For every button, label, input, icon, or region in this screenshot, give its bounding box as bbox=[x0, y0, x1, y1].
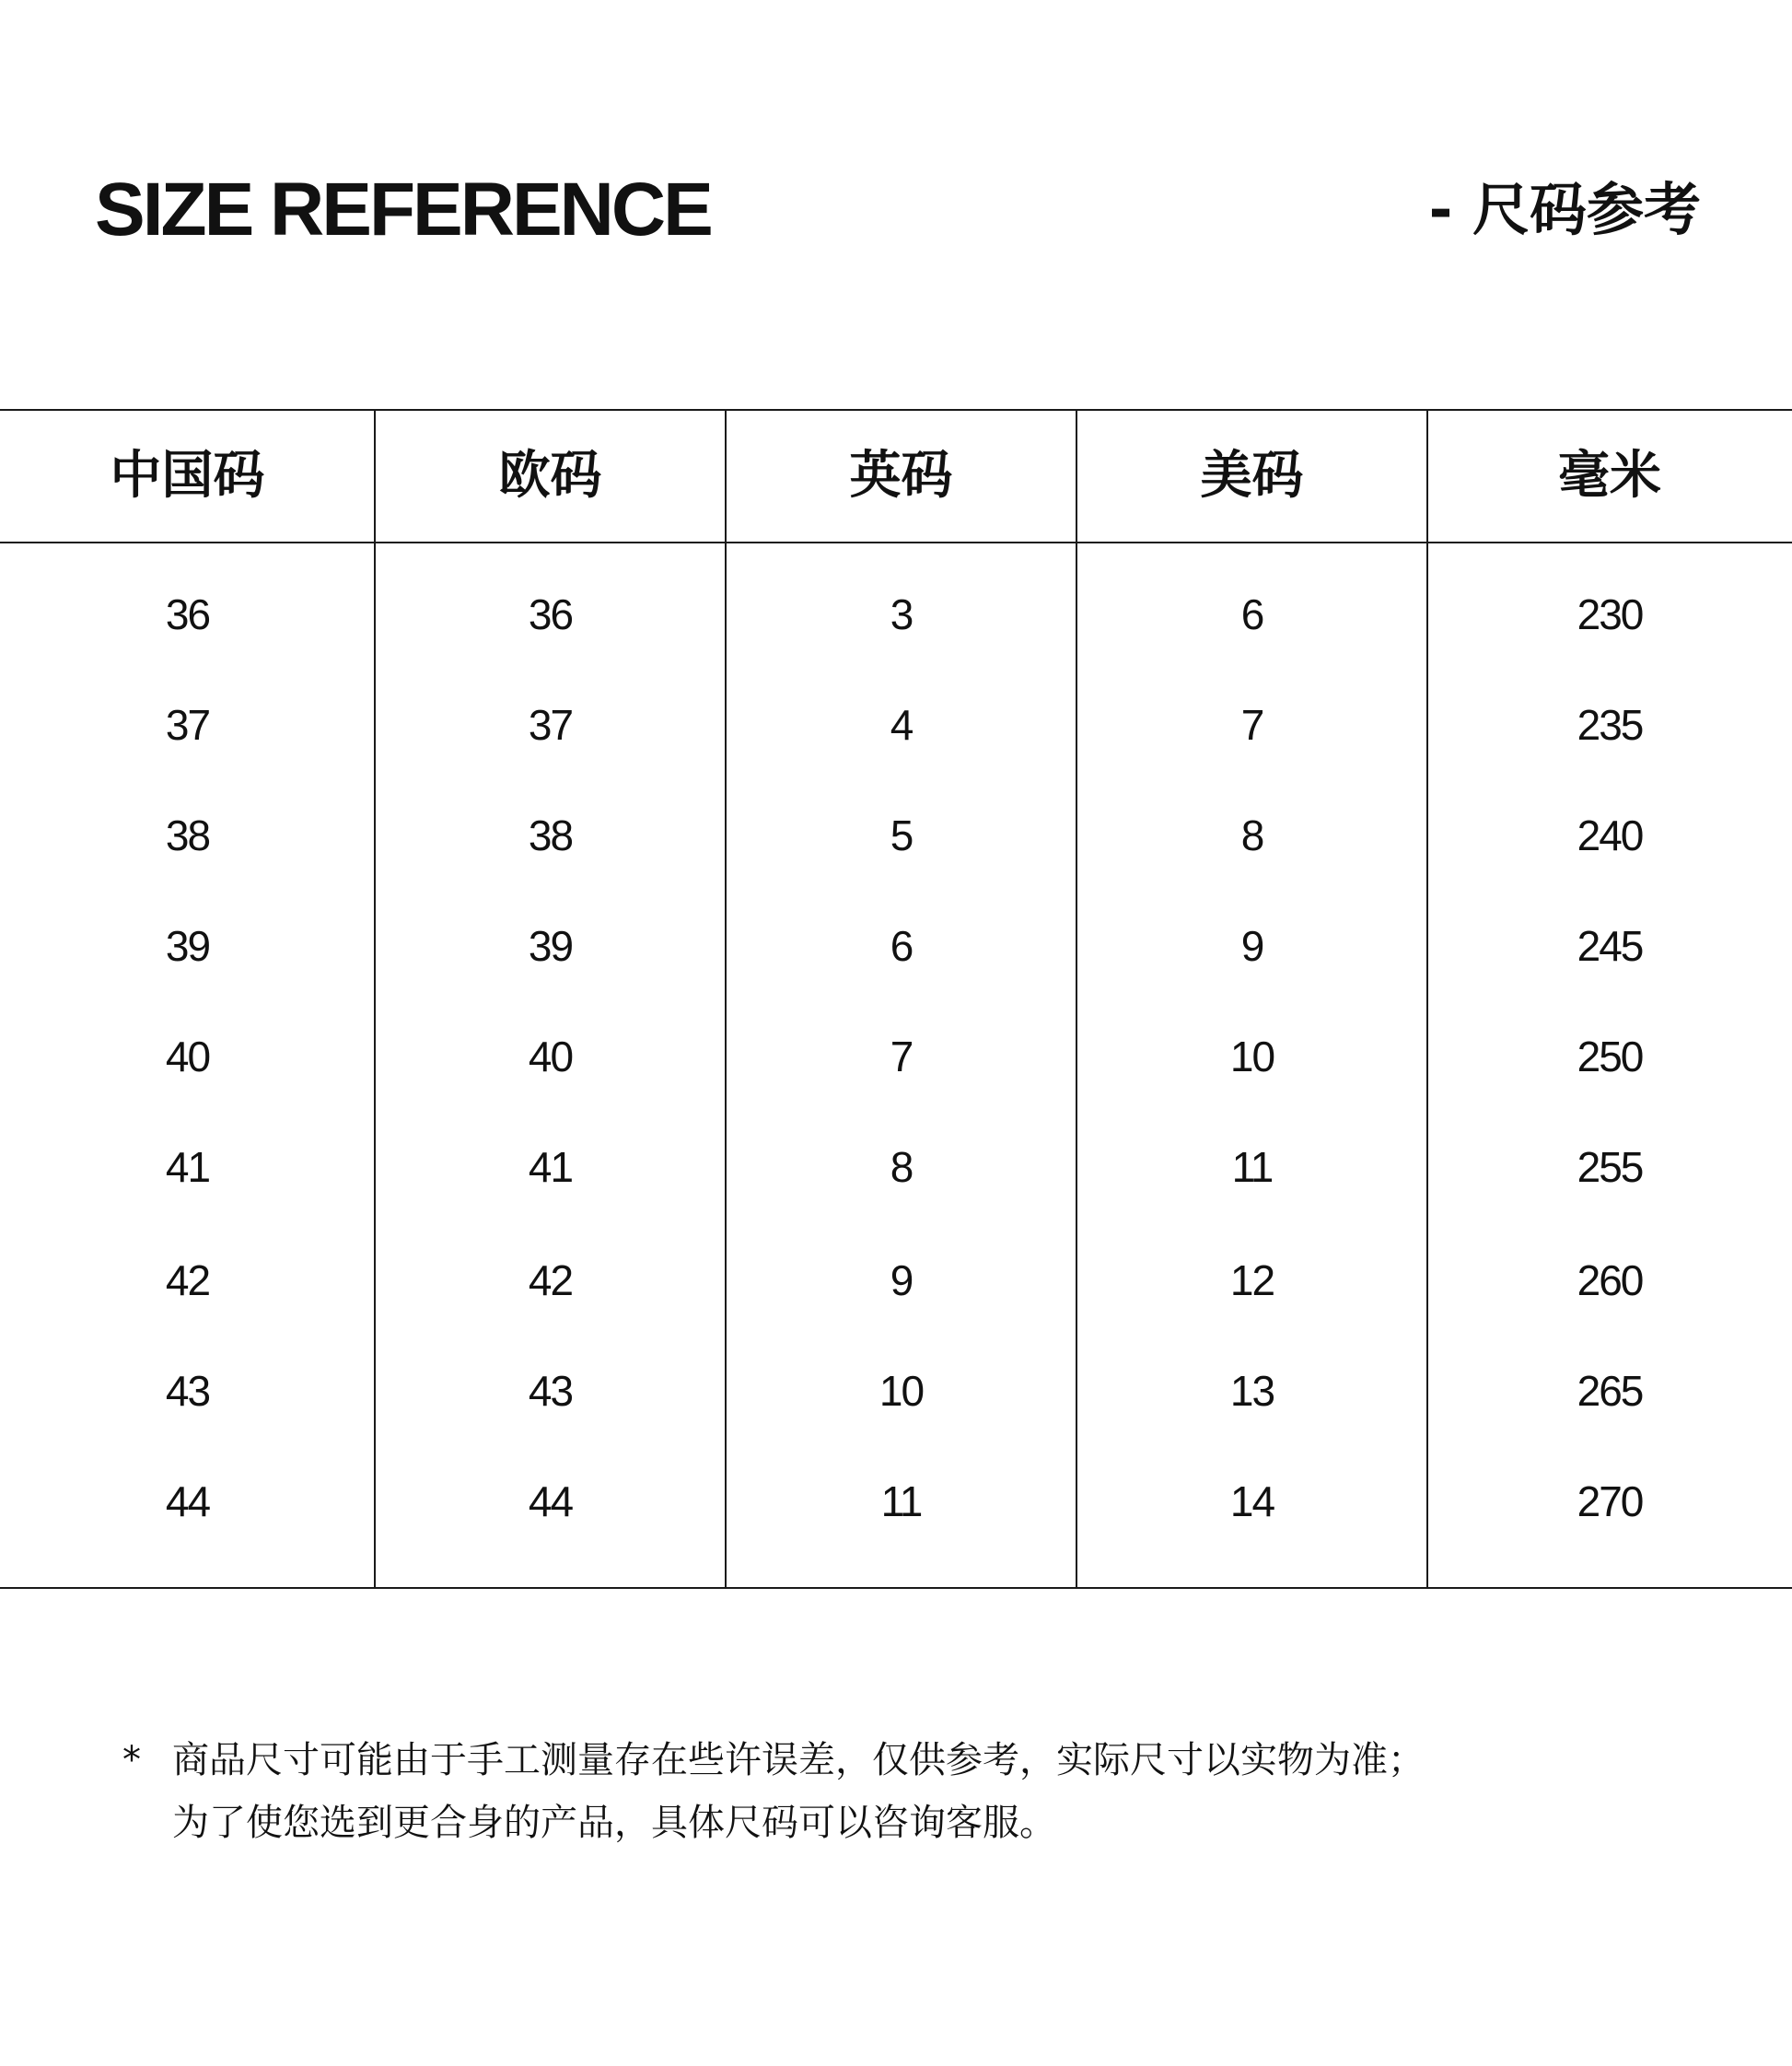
table-cell-mm-size: 255 bbox=[1577, 1143, 1643, 1191]
title-english: SIZE REFERENCE bbox=[95, 168, 711, 251]
table-cell-eu-size: 38 bbox=[528, 811, 573, 859]
table-cell-uk-size: 11 bbox=[880, 1477, 922, 1525]
size-reference-table bbox=[0, 409, 1792, 1589]
table-cell-mm-size: 260 bbox=[1577, 1256, 1643, 1304]
table-cell-uk-size: 4 bbox=[890, 701, 913, 749]
table-cell-eu-size: 37 bbox=[528, 701, 573, 749]
table-cell-mm-size: 265 bbox=[1577, 1367, 1643, 1415]
column-header-us-size: 美码 bbox=[1200, 446, 1304, 506]
footnote-marker: * bbox=[122, 1739, 141, 1781]
table-cell-cn-size: 40 bbox=[165, 1033, 210, 1080]
table-cell-uk-size: 8 bbox=[890, 1143, 913, 1191]
table-cell-mm-size: 245 bbox=[1577, 922, 1643, 970]
table-cell-cn-size: 37 bbox=[165, 701, 210, 749]
table-cell-mm-size: 240 bbox=[1577, 811, 1643, 859]
table-cell-cn-size: 42 bbox=[165, 1256, 210, 1304]
table-cell-us-size: 11 bbox=[1231, 1143, 1273, 1191]
table-cell-us-size: 14 bbox=[1229, 1477, 1274, 1525]
table-cell-mm-size: 270 bbox=[1577, 1477, 1643, 1525]
title-chinese: - 尺码参考 bbox=[1428, 176, 1701, 243]
table-cell-eu-size: 39 bbox=[528, 922, 573, 970]
table-cell-eu-size: 40 bbox=[528, 1033, 573, 1080]
footnote bbox=[122, 1729, 1425, 1854]
table-cell-cn-size: 39 bbox=[165, 922, 210, 970]
table-cell-uk-size: 3 bbox=[890, 590, 913, 638]
footnote-line-1: 商品尺寸可能由于手工测量存在些许误差，仅供参考，实际尺寸以实物为准； bbox=[172, 1739, 1425, 1781]
table-cell-cn-size: 41 bbox=[165, 1143, 210, 1191]
table-cell-us-size: 8 bbox=[1240, 811, 1263, 859]
table-cell-mm-size: 230 bbox=[1577, 590, 1643, 638]
table-cell-uk-size: 9 bbox=[890, 1256, 913, 1304]
header-divider bbox=[0, 542, 1792, 543]
table-cell-uk-size: 10 bbox=[879, 1367, 924, 1415]
table-cell-cn-size: 38 bbox=[165, 811, 210, 859]
table-cell-eu-size: 36 bbox=[528, 590, 573, 638]
footnote-line-2: 为了使您选到更合身的产品，具体尺码可以咨询客服。 bbox=[172, 1802, 1056, 1844]
table-cell-mm-size: 235 bbox=[1577, 701, 1643, 749]
table-cell-us-size: 7 bbox=[1240, 701, 1263, 749]
table-cell-eu-size: 43 bbox=[528, 1367, 573, 1415]
table-cell-cn-size: 43 bbox=[165, 1367, 210, 1415]
column-header-uk-size: 英码 bbox=[849, 446, 953, 506]
table-cell-us-size: 13 bbox=[1229, 1367, 1274, 1415]
table-cell-eu-size: 44 bbox=[528, 1477, 573, 1525]
table-cell-eu-size: 41 bbox=[528, 1143, 573, 1191]
table-cell-cn-size: 44 bbox=[165, 1477, 210, 1525]
column-header-mm-size: 毫米 bbox=[1558, 446, 1661, 506]
table-cell-cn-size: 36 bbox=[165, 590, 210, 638]
table-cell-uk-size: 5 bbox=[890, 811, 913, 859]
table-cell-us-size: 6 bbox=[1240, 590, 1263, 638]
table-cell-us-size: 9 bbox=[1240, 922, 1263, 970]
table-cell-uk-size: 7 bbox=[890, 1033, 913, 1080]
column-header-cn-size: 中国码 bbox=[110, 446, 265, 506]
table-cell-mm-size: 250 bbox=[1577, 1033, 1643, 1080]
table-cell-eu-size: 42 bbox=[528, 1256, 573, 1304]
table-cell-uk-size: 6 bbox=[890, 922, 913, 970]
table-cell-us-size: 12 bbox=[1229, 1256, 1274, 1304]
column-header-eu-size: 欧码 bbox=[498, 446, 602, 506]
table-cell-us-size: 10 bbox=[1229, 1033, 1274, 1080]
